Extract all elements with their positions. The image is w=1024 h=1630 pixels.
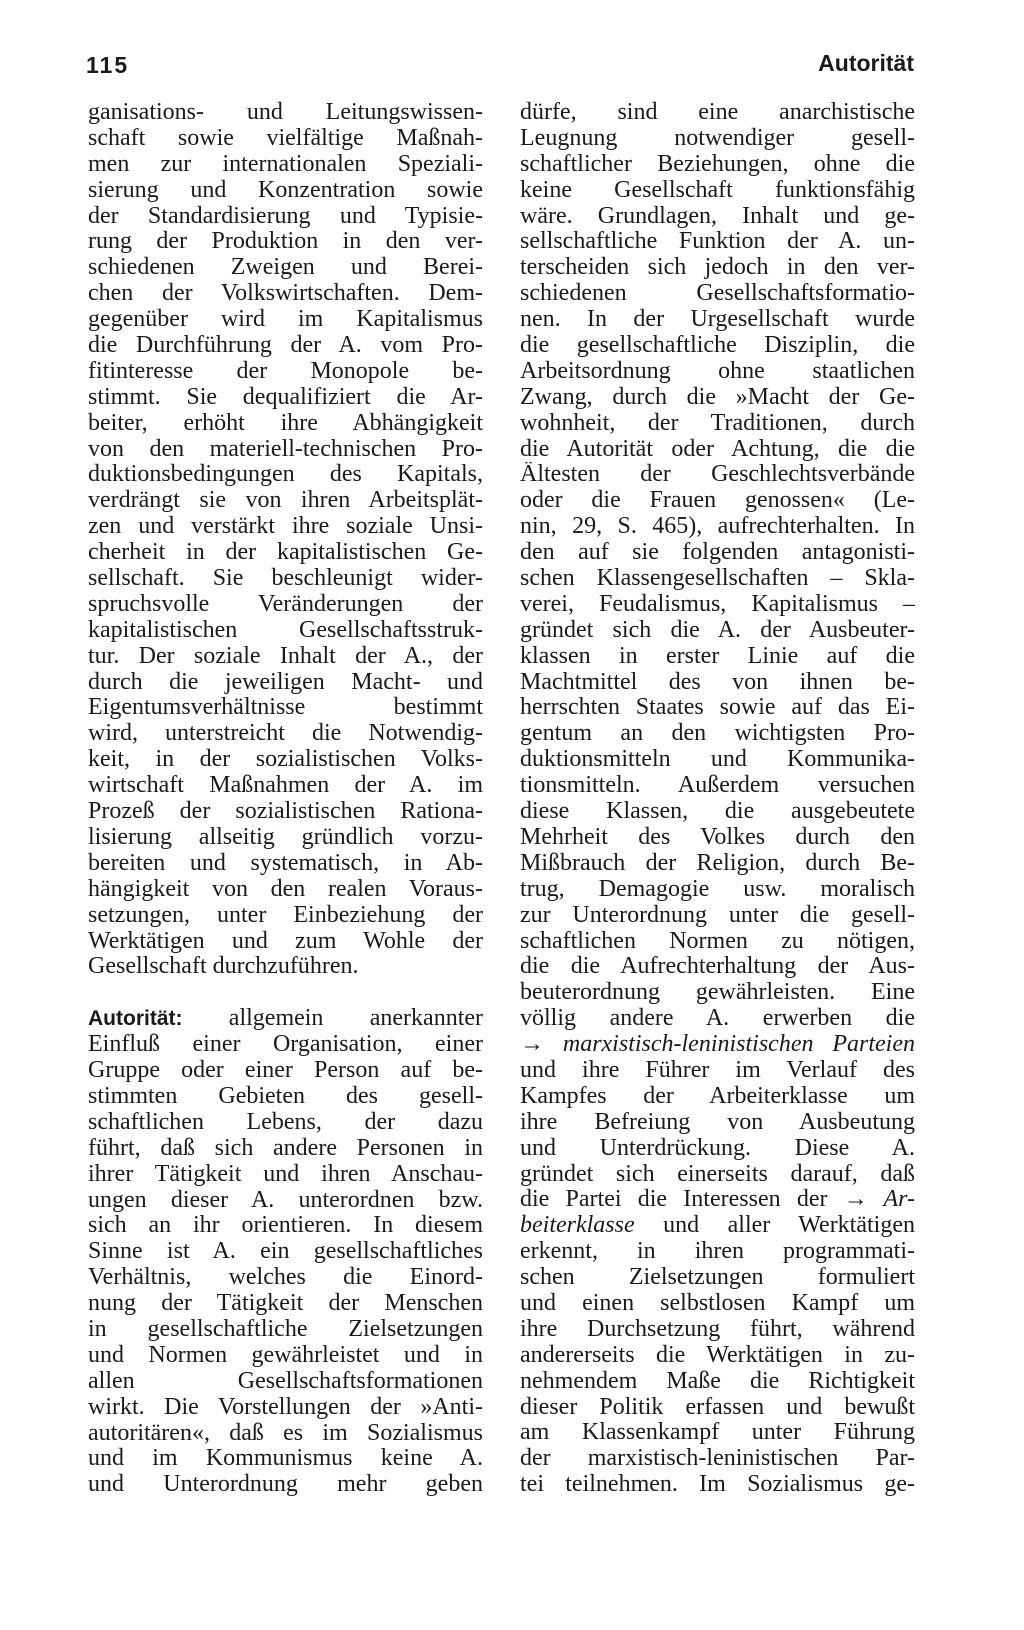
text-line: Prozeß der sozialistischen Rationa-	[88, 799, 483, 825]
text-line: setzungen, unter Einbeziehung der	[88, 902, 483, 928]
text-line: Einfluß einer Organisation, einer	[88, 1032, 483, 1058]
text-line: Zwang, durch die »Macht der Ge-	[520, 384, 915, 410]
text-line: Kampfes der Arbeiterklasse um	[520, 1083, 915, 1109]
text-line: die Autorität oder Achtung, die die	[520, 436, 915, 462]
text-line: chen der Volkswirtschaften. Dem-	[88, 281, 483, 307]
text-line: der marxistisch-leninistischen Par-	[520, 1446, 915, 1472]
text-line: ihre Befreiung von Ausbeutung	[520, 1109, 915, 1135]
text-line: Mißbrauch der Religion, durch Be-	[520, 850, 915, 876]
text-line: kapitalistischen Gesellschaftsstruk-	[88, 617, 483, 643]
text-line: allen Gesellschaftsformationen	[88, 1368, 483, 1394]
text-line: men zur internationalen Speziali-	[88, 151, 483, 177]
text-line: erkennt, in ihren programmati-	[520, 1239, 915, 1265]
text-line: lisierung allseitig gründlich vorzu-	[88, 824, 483, 850]
text-line: nung der Tätigkeit der Menschen	[88, 1291, 483, 1317]
text-line: tionsmitteln. Außerdem versuchen	[520, 773, 915, 799]
text-line: schaftlicher Beziehungen, ohne die	[520, 151, 915, 177]
text-line: gründet sich einerseits darauf, daß	[520, 1161, 915, 1187]
text-line: herrschten Staates sowie auf das Ei-	[520, 695, 915, 721]
text-line: und Unterdrückung. Diese A.	[520, 1135, 915, 1161]
text-line: wirkt. Die Vorstellungen der »Anti-	[88, 1394, 483, 1420]
text-line: bereiten und systematisch, in Ab-	[88, 850, 483, 876]
paragraph-gap	[88, 980, 483, 1006]
text-line: gründet sich die A. der Ausbeuter-	[520, 617, 915, 643]
text-line: keit, in der sozialistischen Volks-	[88, 747, 483, 773]
text-line: tur. Der soziale Inhalt der A., der	[88, 643, 483, 669]
text-line: trug, Demagogie usw. moralisch	[520, 876, 915, 902]
text-line: verei, Feudalismus, Kapitalismus –	[520, 591, 915, 617]
text-line: Gruppe oder einer Person auf be-	[88, 1058, 483, 1084]
text-line: rung der Produktion in den ver-	[88, 229, 483, 255]
text-line: nehmendem Maße die Richtigkeit	[520, 1368, 915, 1394]
text-line: ihrer Tätigkeit und ihren Anschau-	[88, 1161, 483, 1187]
text-line: von den materiell-technischen Pro-	[88, 436, 483, 462]
text-line: führt, daß sich andere Personen in	[88, 1135, 483, 1161]
text-line: und Normen gewährleistet und in	[88, 1342, 483, 1368]
text-line: Eigentumsverhältnisse bestimmt	[88, 695, 483, 721]
text-line: verdrängt sie von ihren Arbeitsplät-	[88, 488, 483, 514]
text-line: Machtmittel des von ihnen be-	[520, 669, 915, 695]
page-number: 115	[86, 52, 130, 78]
text-line: schiedenen Zweigen und Berei-	[88, 255, 483, 281]
entry-lemma: Autorität:	[88, 1007, 183, 1031]
text-line: Ältesten der Geschlechtsverbände	[520, 462, 915, 488]
text-line: den auf sie folgenden antagonisti-	[520, 540, 915, 566]
text-line: dürfe, sind eine anarchistische	[520, 100, 915, 125]
text-line: Arbeitsordnung ohne staatlichen	[520, 358, 915, 384]
text-line: schaftlichen Lebens, der dazu	[88, 1109, 483, 1135]
text-line: gegenüber wird im Kapitalismus	[88, 307, 483, 333]
text-line: andererseits die Werktätigen in zu-	[520, 1342, 915, 1368]
text-line: ungen dieser A. unterordnen bzw.	[88, 1187, 483, 1213]
text-line: und einen selbstlosen Kampf um	[520, 1290, 915, 1316]
text-line: zen und verstärkt ihre soziale Unsi-	[88, 514, 483, 540]
text-line: in gesellschaftliche Zielsetzungen	[88, 1316, 483, 1342]
text-line: die Durchführung der A. vom Pro-	[88, 333, 483, 359]
text-line	[520, 1213, 915, 1239]
text-line: duktionsbedingungen des Kapitals,	[88, 462, 483, 488]
text-line: wird, unterstreicht die Notwendig-	[88, 721, 483, 747]
text-line: stimmt. Sie dequalifiziert die Ar-	[88, 384, 483, 410]
text-line: beiter, erhöht ihre Abhängigkeit	[88, 410, 483, 436]
entry-first-line	[88, 1006, 483, 1032]
text-line: Sinne ist A. ein gesellschaftliches	[88, 1239, 483, 1265]
cross-reference: beiterklasse	[520, 1213, 635, 1239]
text-line: sellschaftliche Funktion der A. un-	[520, 229, 915, 255]
running-head: Autorität	[818, 50, 914, 76]
text-line: die die Aufrechterhaltung der Aus-	[520, 954, 915, 980]
text-line: beuterordnung gewährleisten. Eine	[520, 980, 915, 1006]
text-line: zur Unterordnung unter die gesell-	[520, 902, 915, 928]
text-line: der Standardisierung und Typisie-	[88, 203, 483, 229]
text-line: durch die jeweiligen Macht- und	[88, 669, 483, 695]
text-line: schen Zielsetzungen formuliert	[520, 1265, 915, 1291]
text-line: duktionsmitteln und Kommunika-	[520, 747, 915, 773]
text-line: sich an ihr orientieren. In diesem	[88, 1213, 483, 1239]
text-line: sierung und Konzentration sowie	[88, 177, 483, 203]
text-line	[520, 1187, 915, 1213]
text-line: Werktätigen und zum Wohle der	[88, 928, 483, 954]
text-line: am Klassenkampf unter Führung	[520, 1420, 915, 1446]
text-line: dieser Politik erfassen und bewußt	[520, 1394, 915, 1420]
text-line: ganisations- und Leitungswissen-	[88, 100, 483, 125]
text-line: keine Gesellschaft funktionsfähig	[520, 177, 915, 203]
text-fragment: und aller Werktätigen	[634, 1213, 915, 1239]
text-line: wäre. Grundlagen, Inhalt und ge-	[520, 203, 915, 229]
text-line: Verhältnis, welches die Einord-	[88, 1265, 483, 1291]
text-line: stimmten Gebieten des gesell-	[88, 1083, 483, 1109]
page-header	[86, 48, 914, 88]
text-line: völlig andere A. erwerben die	[520, 1006, 915, 1032]
text-line: Leugnung notwendiger gesell-	[520, 125, 915, 151]
cross-reference: → marxistisch-leninistischen Parteien	[520, 1032, 915, 1058]
text-line: autoritären«, daß es im Sozialismus	[88, 1420, 483, 1446]
text-line: ihre Durchsetzung führt, während	[520, 1316, 915, 1342]
text-line: oder die Frauen genossen« (Le-	[520, 488, 915, 514]
text-line: schiedenen Gesellschaftsformatio-	[520, 281, 915, 307]
text-line: schen Klassengesellschaften – Skla-	[520, 566, 915, 592]
left-column	[88, 100, 483, 1498]
entry-first-line-text: allgemein anerkannter	[182, 1006, 483, 1032]
text-line: hängigkeit von den realen Voraus-	[88, 876, 483, 902]
right-column	[520, 100, 915, 1498]
text-line: fitinteresse der Monopole be-	[88, 358, 483, 384]
text-line: wohnheit, der Traditionen, durch	[520, 410, 915, 436]
text-line: und im Kommunismus keine A.	[88, 1446, 483, 1472]
text-fragment: die Partei die Interessen der	[520, 1187, 844, 1213]
text-line: cherheit in der kapitalistischen Ge-	[88, 540, 483, 566]
text-line: sellschaft. Sie beschleunigt wider-	[88, 566, 483, 592]
text-line: nin, 29, S. 465), aufrechterhalten. In	[520, 514, 915, 540]
text-line: die gesellschaftliche Disziplin, die	[520, 333, 915, 359]
text-line: Mehrheit des Volkes durch den	[520, 824, 915, 850]
text-line: diese Klassen, die ausgebeutete	[520, 799, 915, 825]
text-line: tei teilnehmen. Im Sozialismus ge-	[520, 1472, 915, 1498]
text-line: und ihre Führer im Verlauf des	[520, 1057, 915, 1083]
cross-reference: → Ar-	[843, 1187, 915, 1213]
text-line: nen. In der Urgesellschaft wurde	[520, 307, 915, 333]
text-line: gentum an den wichtigsten Pro-	[520, 721, 915, 747]
text-line: klassen in erster Linie auf die	[520, 643, 915, 669]
text-line: Gesellschaft durchzuführen.	[88, 954, 359, 980]
text-line: schaft sowie vielfältige Maßnah-	[88, 125, 483, 151]
text-line: terscheiden sich jedoch in den ver-	[520, 255, 915, 281]
text-line: und Unterordnung mehr geben	[88, 1472, 483, 1498]
text-line: spruchsvolle Veränderungen der	[88, 591, 483, 617]
text-line: wirtschaft Maßnahmen der A. im	[88, 773, 483, 799]
text-line: schaftlichen Normen zu nötigen,	[520, 928, 915, 954]
